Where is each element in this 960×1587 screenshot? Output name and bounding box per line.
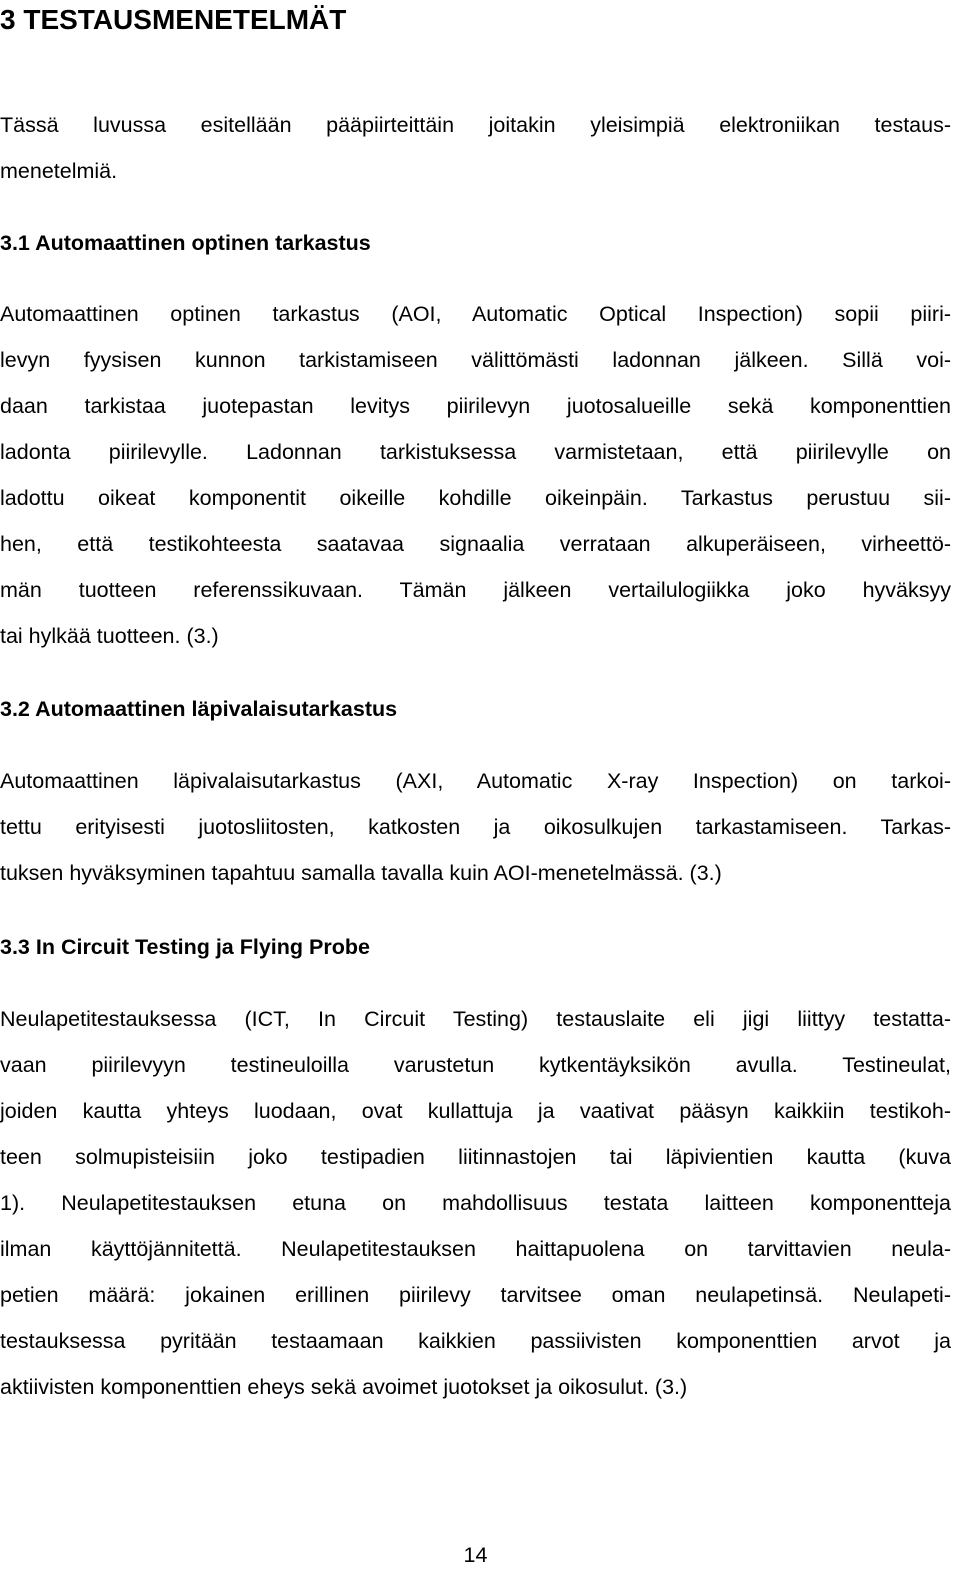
paragraph-line: tuksen hyväksyminen tapahtuu samalla tavalla kuin AOI-menetelmässä. (3.) [0,861,722,885]
paragraph-line: testauksessa pyritään testaamaan kaikkien passiivisten komponenttien arvot ja [0,1329,951,1353]
section-title-3-3: 3.3 In Circuit Testing ja Flying Probe [0,935,370,959]
section-title-3-1: 3.1 Automaattinen optinen tarkastus [0,231,371,255]
section-3-1-paragraph [0,291,951,659]
paragraph-line: petien määrä: jokainen erillinen piirilevy tarvitsee oman neulapetinsä. Neulapeti- [0,1283,951,1307]
chapter-intro-paragraph [0,102,951,194]
paragraph-line: levyn fyysisen kunnon tarkistamiseen välittömästi ladonnan jälkeen. Sillä voi- [0,348,951,372]
paragraph-line: ladottu oikeat komponentit oikeille kohdille oikeinpäin. Tarkastus perustuu sii- [0,486,951,510]
chapter-title: 3 TESTAUSMENETELMÄT [0,4,347,35]
paragraph-line: tai hylkää tuotteen. (3.) [0,624,219,648]
section-3-3-paragraph [0,996,951,1410]
paragraph-line: hen, että testikohteesta saatavaa signaalia verrataan alkuperäiseen, virheettö- [0,532,951,556]
paragraph-line: män tuotteen referenssikuvaan. Tämän jälkeen vertailulogiikka joko hyväksyy [0,578,951,602]
paragraph-line: teen solmupisteisiin joko testipadien liitinnastojen tai läpivientien kautta (kuva [0,1145,951,1169]
paragraph-line: Tässä luvussa esitellään pääpiirteittäin joitakin yleisimpiä elektroniikan testaus- [0,113,951,137]
paragraph-line: ladonta piirilevylle. Ladonnan tarkistuksessa varmistetaan, että piirilevylle on [0,440,951,464]
paragraph-line: Automaattinen optinen tarkastus (AOI, Automatic Optical Inspection) sopii piiri- [0,302,951,326]
paragraph-line: joiden kautta yhteys luodaan, ovat kullattuja ja vaativat pääsyn kaikkiin testikoh- [0,1099,951,1123]
paragraph-line: tettu erityisesti juotosliitosten, katkosten ja oikosulkujen tarkastamiseen. Tarkas- [0,815,951,839]
paragraph-line: vaan piirilevyyn testineuloilla varustetun kytkentäyksikön avulla. Testineulat, [0,1053,951,1077]
paragraph-line: ilman käyttöjännitettä. Neulapetitestauksen haittapuolena on tarvittavien neula- [0,1237,951,1261]
paragraph-line: daan tarkistaa juotepastan levitys piirilevyn juotosalueille sekä komponenttien [0,394,951,418]
paragraph-line: 1). Neulapetitestauksen etuna on mahdollisuus testata laitteen komponentteja [0,1191,951,1215]
paragraph-line: Neulapetitestauksessa (ICT, In Circuit Testing) testauslaite eli jigi liittyy testatta- [0,1007,951,1031]
section-title-3-2: 3.2 Automaattinen läpivalaisutarkastus [0,697,398,721]
paragraph-line: Automaattinen läpivalaisutarkastus (AXI, Automatic X-ray Inspection) on tarkoi- [0,769,951,793]
paragraph-line: menetelmiä. [0,159,118,183]
section-3-2-paragraph [0,758,951,896]
page-number: 14 [463,1543,488,1567]
paragraph-line: aktiivisten komponenttien eheys sekä avoimet juotokset ja oikosulut. (3.) [0,1375,688,1399]
